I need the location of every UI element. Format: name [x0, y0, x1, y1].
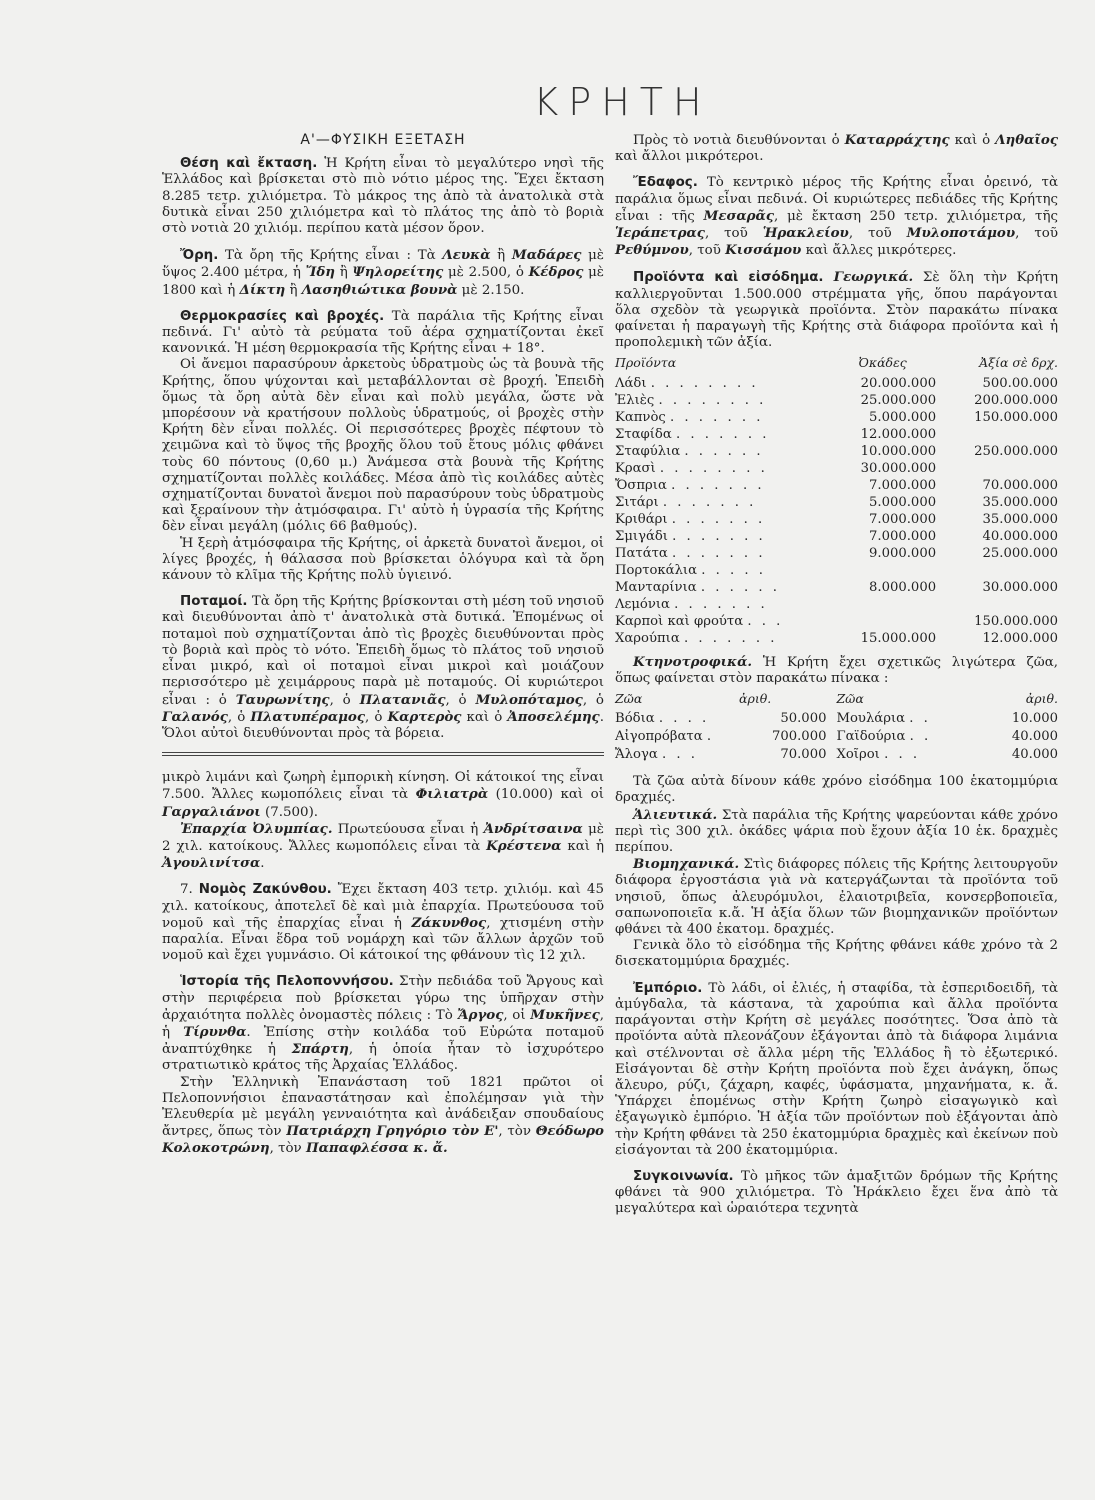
animal-name: Βόδια . . . .	[615, 711, 710, 727]
paragraph-alieutika	[615, 807, 1058, 857]
town-name: Κρέστενα	[486, 837, 562, 854]
product-axia	[956, 427, 1058, 444]
subheading-viomichanika: Βιομηχανικά.	[633, 856, 740, 873]
table-row	[615, 529, 1058, 546]
river-name: Ταυρωνίτης	[235, 691, 330, 708]
item-number: 7.	[180, 882, 193, 898]
product-name: Πορτοκάλια . . . . .	[615, 563, 766, 579]
product-axia: 12.000.000	[982, 631, 1058, 647]
product-okades: 7.000.000	[868, 512, 937, 528]
city-name: Ἄργος	[457, 1006, 504, 1023]
place-name: Ψηλορείτης	[352, 264, 444, 281]
town-name: Ἀγουλινίτσα	[162, 855, 261, 872]
product-name: Σιτάρι . . . . . . .	[615, 495, 757, 511]
product-axia: 35.000.000	[982, 495, 1058, 511]
product-axia: 200.000.000	[974, 393, 1058, 409]
text: (10.000) καὶ οἱ	[488, 787, 604, 803]
place-name: Μαδάρες	[511, 247, 582, 264]
paragraph-sygkoinonia	[615, 1169, 1058, 1218]
paragraph-thermokrasies	[162, 309, 604, 358]
product-axia: 500.00.000	[982, 376, 1058, 392]
text: Πρὸς τὸ νοτιὰ διευθύνονται ὁ	[633, 133, 845, 148]
paragraph-epanastasi	[162, 1075, 604, 1158]
table-row	[615, 393, 1058, 410]
town-name: Ἀνδρίτσαινα	[483, 820, 583, 837]
text: , ὁ	[445, 692, 476, 708]
text: Τὸ λάδι, οἱ ἐλιές, ἡ σταφίδα, τὰ ἐσπεριδοειδῆ, τὰ ἀμύγδαλα, τὰ κάστανα, τὰ χαρούπια καὶ ἄλλα προϊόντα παράγονται στὴν Κρήτη σὲ μεγάλες ποσότητες. Ὅσα ἀπὸ τὰ προϊόντα αὐτὰ πλεονάζουν ἐξάγονται ἀπὸ τὰ διάφορα λιμάνια καὶ στέλνονται σὲ ἄλλα μέρη τῆς Ἑλλάδος ἢ τὸ ἐξωτερικό. Εἰσάγονται δὲ στὴν Κρήτη προϊόντα ποὺ ἔχει ἀνάγκη, ὅπως ἄλευρο, ρύζι, ζάχαρη, καφές, ὑφάσματα, μηχανήματα, κ. ἄ. Ὑπάρχει ἑπομένως στὴν Κρήτη ζωηρὸ εἰσαγωγικὸ καὶ ἐξαγωγικὸ ἐμπόριο. Ἡ ἀξία τῶν προϊόντων ποὺ ἐξάγονται ἀπὸ τὴν Κρήτη φθάνει τὰ 250 ἑκατομμύρια δραχμὲς καὶ ἐκείνων ποὺ εἰσάγονται τὰ 200 ἑκατομμύρια.	[615, 980, 1058, 1158]
section-heading: Α'—ΦΥΣΙΚΗ ΕΞΕΤΑΣΗ	[300, 132, 466, 148]
text: , ὁ	[227, 709, 251, 725]
section-divider	[162, 752, 604, 756]
product-okades: 5.000.000	[868, 410, 937, 426]
heading-proionta: Προϊόντα καὶ εἰσόδημα.	[633, 270, 824, 286]
product-name: Σταφύλια . . . . . .	[615, 444, 764, 460]
table-row	[615, 512, 1058, 529]
text-thesi: Ἡ Κρήτη εἶναι τὸ μεγαλύτερο νησὶ τῆς Ἑλλάδος καὶ βρίσκεται στὸ πιὸ νότιο μέρος της. Ἔχει ἔκταση 8.285 τετρ. χιλιόμετρα. Τὸ μάκρος της ἀπὸ τὰ ἀνατολικὰ στὰ δυτικὰ εἶναι 250 χιλιόμετρα καὶ τὸ πλάτος της ἀπὸ τὸ βοριὰ στὸ νοτιὰ 20 χιλιόμ. περίπου κατὰ μέσον ὅρον.	[162, 156, 604, 237]
city-name: Μυκῆνες	[530, 1006, 600, 1023]
plain-name: Ρεθύμνου	[615, 242, 689, 259]
table-header-row	[615, 691, 1058, 710]
column-header: ἀριθ.	[1025, 691, 1058, 707]
plain-name: Μυλοποτάμου	[906, 225, 1016, 242]
text: , ἡ	[162, 1007, 604, 1040]
text: (7.500).	[260, 804, 319, 820]
text: καὶ ὁ	[949, 133, 996, 148]
column-header: Ζῶα	[615, 691, 643, 707]
paragraph-thesi	[162, 156, 604, 237]
table-row	[615, 710, 1058, 728]
person-name: Παπαφλέσσα κ. ἄ.	[305, 1140, 448, 1157]
text: καὶ ἡ	[561, 838, 604, 854]
text: , μὲ ἔκταση 250 τετρ. χιλιόμετρα, τῆς	[774, 208, 1058, 224]
subheading-georgika: Γεωργικά.	[823, 269, 914, 286]
place-name: Λευκὰ	[442, 247, 491, 264]
table-row	[615, 597, 1058, 614]
product-okades: 9.000.000	[868, 546, 937, 562]
paragraph-olympia	[162, 821, 604, 873]
paragraph-viomichanika	[615, 856, 1058, 938]
table-row	[615, 495, 1058, 512]
product-axia: 70.000.000	[982, 478, 1058, 494]
product-name: Λάδι . . . . . . . .	[615, 376, 759, 392]
text: Ἔχει ἔκταση 403 τετρ. χιλιόμ. καὶ 45 χιλ. κατοίκους, ἀποτελεῖ δὲ καὶ μιὰ ἐπαρχία. Πρωτεύουσα τοῦ νομοῦ καὶ τῆς ἐπαρχίας εἶναι ἡ	[162, 882, 604, 931]
product-axia: 40.000.000	[982, 529, 1058, 545]
table-header-row	[615, 355, 1058, 375]
text: Τὰ ὄρη τῆς Κρήτης βρίσκονται στὴ μέση τοῦ νησιοῦ καὶ διευθύνονται ἀπὸ τ' ἀνατολικὰ στὰ δυτικά. Ἐπομένως οἱ ποταμοὶ ποὺ σχηματίζονται ἀπὸ τὶς βροχὲς διευθύνονται πρὸς τὸ βοριὰ καὶ πρὸς τὸ νότο. Ἐπειδὴ ὅμως τὸ πλάτος τοῦ νησιοῦ εἶναι μικρό, καὶ οἱ ποταμοὶ εἶναι μικροὶ καὶ μοιάζουν περισσότερο μὲ χειμάρρους παρὰ μὲ ποταμούς. Οἱ κυριώτεροι εἶναι : ὁ	[162, 594, 604, 708]
product-okades	[859, 563, 956, 580]
text: , ἡ ὁποία ἦταν τὸ ἰσχυρότερο στρατιωτικὸ κράτος τῆς Ἀρχαίας Ἑλλάδος.	[162, 1042, 604, 1074]
table-row	[615, 444, 1058, 461]
product-name: Καπνὸς . . . . . . .	[615, 410, 764, 426]
person-name: Θεόδωρο Κολοκοτρώνη	[162, 1123, 604, 1157]
text: , χτισμένη στὴν παραλία. Εἶναι ἕδρα τοῦ νομάρχη καὶ τῶν ἄλλων ἀρχῶν τοῦ νομοῦ καὶ ἔχει γυμνάσιο. Οἱ κάτοικοί της φθάνουν τὶς 12 χιλ.	[162, 915, 604, 964]
text: Πρωτεύουσα εἶναι ἡ	[332, 821, 484, 837]
text: , ὁ	[582, 692, 604, 708]
product-axia: 150.000.000	[974, 410, 1058, 426]
paragraph-emporio	[615, 981, 1058, 1159]
column-header: ἀριθ.	[739, 691, 772, 707]
column-header: Ζῶα	[836, 691, 864, 707]
text: , τοῦ	[848, 226, 907, 242]
product-axia: 150.000.000	[974, 614, 1058, 630]
heading-potamoi: Ποταμοί.	[180, 594, 248, 610]
animal-name: Χοῖροι . . .	[836, 747, 921, 763]
text: , ὁ	[365, 709, 388, 725]
product-okades: 5.000.000	[868, 495, 937, 511]
table-row	[615, 580, 1058, 597]
text: μικρὸ λιμάνι καὶ ζωηρὴ ἐμπορικὴ κίνηση. Οἱ κάτοικοί της εἶναι 7.500. Ἄλλες κωμοπόλεις εἶναι τὰ	[162, 770, 604, 803]
subheading-alieutika: Ἁλιευτικά.	[633, 806, 718, 823]
text: Στὴν πεδιάδα τοῦ Ἄργους καὶ στὴν περιφέρεια ποὺ βρίσκεται γύρω της ὑπῆρχαν στὴν ἀρχαιότητα πολλὲς ὀνομαστὲς πόλεις : Τὸ	[162, 974, 604, 1023]
animal-count: 40.000	[1011, 747, 1058, 763]
table-row	[615, 614, 1058, 631]
river-name: Γαλανός	[162, 708, 228, 725]
river-name: Πλατανιᾶς	[359, 691, 446, 708]
text: , οἱ	[503, 1007, 531, 1023]
table-row	[615, 427, 1058, 444]
paragraph-atmosfaira: Ἡ ξερὴ ἀτμόσφαιρα τῆς Κρήτης, οἱ ἀρκετὰ δυνατοὶ ἄνεμοι, οἱ λίγες βροχές, ἡ θάλασσα ποὺ βρίσκεται ὁλόγυρα καὶ τὰ ὄρη κάνουν τὸ κλῖμα τῆς Κρήτης πολὺ ὑγιεινό.	[162, 535, 604, 584]
text: μὲ 1800 καὶ ἡ	[162, 265, 604, 298]
products-table-body	[615, 376, 1058, 648]
product-name: Κρασὶ . . . . . . . .	[615, 461, 768, 477]
table-row	[615, 563, 1058, 580]
product-axia: 25.000.000	[982, 546, 1058, 562]
product-okades: 8.000.000	[868, 580, 937, 596]
page-title: ΚΡΗΤΗ	[533, 80, 712, 124]
text: . Ὅλοι αὐτοὶ διευθύνονται πρὸς τὰ βόρεια.	[162, 709, 604, 741]
product-axia	[956, 563, 1058, 580]
river-name: Ληθαῖος	[995, 132, 1058, 148]
product-okades: 20.000.000	[860, 376, 937, 392]
subheading-ktinotrofika: Κτηνοτροφικά.	[633, 653, 753, 670]
paragraph-zakynthos	[162, 882, 604, 964]
text: ἢ	[285, 282, 302, 298]
town-name: Ζάκυνθος	[411, 914, 487, 931]
table-row	[615, 728, 1058, 746]
text: , τὸν	[269, 1141, 306, 1157]
product-okades: 7.000.000	[868, 478, 937, 494]
town-name: Γαργαλιάνοι	[162, 803, 261, 820]
text: , ὁ	[329, 692, 360, 708]
product-okades	[859, 614, 956, 631]
plain-name: Κισσάμου	[725, 242, 802, 259]
heading-edafos: Ἔδαφος.	[633, 175, 698, 191]
text: Ἡ Κρήτη ἔχει σχετικῶς λιγώτερα ζῶα, ὅπως φαίνεται στὸν παρακάτω πίνακα :	[615, 654, 1058, 686]
product-okades: 7.000.000	[868, 529, 937, 545]
product-name: Σμιγάδι . . . . . . .	[615, 529, 766, 545]
paragraph-istoria	[162, 974, 604, 1074]
product-okades	[859, 597, 956, 614]
text: μὲ 2.150.	[457, 282, 525, 298]
product-name: Μανταρίνια . . . . . .	[615, 580, 780, 596]
animals-table	[615, 691, 1058, 764]
text: , τοῦ	[1015, 226, 1058, 242]
city-name: Τίρυνθα	[183, 1023, 247, 1040]
river-name: Πλατυπέραμος	[250, 708, 366, 725]
paragraph-proionta	[615, 269, 1058, 351]
paragraph-geniko: Γενικὰ ὅλο τὸ εἰσόδημα τῆς Κρήτης φθάνει κάθε χρόνο τὰ 2 δισεκατομμύρια δραχμές.	[615, 938, 1058, 970]
river-name: Ἀποσελέμης	[507, 708, 600, 725]
text: .	[260, 856, 265, 872]
paragraph-zoa-income: Τὰ ζῶα αὐτὰ δίνουν κάθε χρόνο εἰσόδημα 100 ἑκατομμύρια δραχμές.	[615, 774, 1058, 806]
product-name: Καρποὶ καὶ φρούτα . . .	[615, 614, 784, 630]
table-row	[615, 461, 1058, 478]
person-name: Πατριάρχη Γρηγόριο τὸν Ε'	[286, 1123, 499, 1140]
plain-name: Ἡρακλείου	[762, 225, 849, 242]
heading-sygkoinonia: Συγκοινωνία.	[633, 1168, 734, 1184]
river-name: Καρτερὸς	[387, 708, 462, 725]
animal-count: 40.000	[1011, 729, 1058, 745]
text: καὶ ὁ	[461, 709, 508, 725]
animal-name: Ἄλογα . . .	[615, 747, 698, 763]
paragraph-edafos	[615, 175, 1058, 259]
right-column	[615, 132, 1058, 1228]
text: Στὴν Ἑλληνικὴ Ἐπανάσταση τοῦ 1821 πρῶτοι οἱ Πελοποννήσιοι ἐπαναστάτησαν καὶ ἐπολέμησαν γιὰ τὴν Ἐλευθερία μὲ μεγάλη γενναιότητα καὶ ἀνάδειξαν σπουδαίους ἄντρες, ὅπως τὸν	[162, 1074, 604, 1140]
paragraph-potamoi	[162, 594, 604, 742]
text: μὲ 2.500, ὁ	[443, 265, 529, 281]
text: Στὰ παράλια τῆς Κρήτης ψαρεύονται κάθε χρόνο περὶ τὶς 300 χιλ. ὀκάδες ψάρια ποὺ ἔχουν ἀξία 10 ἑκ. δραχμὲς περίπου.	[615, 807, 1058, 856]
heading-zakynthos: Νομὸς Ζακύνθου.	[198, 882, 332, 898]
text: καὶ ἄλλες μικρότερες.	[801, 243, 957, 259]
table-row	[615, 478, 1058, 495]
animal-count: 700.000	[771, 729, 827, 745]
product-axia: 30.000.000	[982, 580, 1058, 596]
text: Σὲ ὅλη τὴν Κρήτη καλλιεργοῦνται 1.500.000 στρέμματα γῆς, ὅπου παράγονται ὅλα σχεδὸν τὰ γεωργικὰ προϊόντα. Στὸν παρακάτω πίνακα φαίνεται ἡ παραγωγὴ τῆς Κρήτης στὰ διάφορα προϊόντα καὶ ἡ προπολεμικὴ τῶν ἀξία.	[615, 270, 1058, 351]
text: . Ἐπίσης στὴν κοιλάδα τοῦ Εὐρώτα ποταμοῦ ἀναπτύχθηκε ἡ	[162, 1024, 605, 1058]
city-name: Σπάρτη	[291, 1041, 349, 1058]
product-axia	[956, 461, 1058, 478]
animal-count: 10.000	[1011, 711, 1058, 727]
paragraph-ori	[162, 247, 604, 299]
column-header: Ἀξία σὲ δρχ.	[979, 355, 1058, 371]
product-name: Χαρούπια . . . . . . .	[615, 631, 778, 647]
text: Στὶς διάφορες πόλεις τῆς Κρήτης λειτουργοῦν διάφορα ἐργοστάσια γιὰ νὰ κατεργάζωνται τὰ προϊόντα τοῦ νησιοῦ, ὅπως ἀλευρόμυλοι, ἐλαιοτριβεῖα, κονσερβοποιεῖα, σαπωνοποιεῖα κ.ἄ. Ἡ ἀξία ὅλων τῶν βιομηχανικῶν προϊόντων φθάνει τὰ 400 ἑκατομ. δραχμές.	[615, 857, 1058, 938]
animal-name: Μουλάρια . .	[836, 711, 931, 727]
left-column	[162, 132, 604, 1168]
plain-name: Ἱεράπετρας	[615, 225, 705, 242]
product-okades: 10.000.000	[860, 444, 937, 460]
products-table	[615, 355, 1058, 647]
product-name: Λεμόνια . . . . . . .	[615, 597, 768, 613]
text: Τὸ κεντρικὸ μέρος τῆς Κρήτης εἶναι ὀρεινό, τὰ παράλια ὅμως εἶναι πεδινά. Οἱ κυριώτερες πεδιάδες τῆς Κρήτης εἶναι : τῆς	[615, 175, 1058, 224]
animal-count: 50.000	[780, 711, 827, 727]
text: Τὰ παράλια τῆς Κρήτης εἶναι πεδινά. Γι' αὐτὸ τὰ ρεύματα τοῦ ἀέρα σχηματίζονται ἐκεῖ κανονικά. Ἡ μέση θερμοκρασία τῆς Κρήτης εἶναι + 18°.	[162, 308, 604, 357]
text: Τὸ μῆκος τῶν ἁμαξιτῶν δρόμων τῆς Κρήτης φθάνει τὰ 900 χιλιόμετρα. Τὸ Ἡράκλειο ἔχει ἕνα ἀπὸ τὰ μεγαλύτερα καὶ ὡραιότερα τεχνητὰ	[615, 1168, 1058, 1217]
product-axia: 35.000.000	[982, 512, 1058, 528]
table-row	[615, 631, 1058, 648]
product-axia: 250.000.000	[974, 444, 1058, 460]
plain-name: Μεσαρᾶς	[703, 207, 775, 224]
town-name: Φιλιατρὰ	[415, 786, 489, 803]
place-name: Ἴδη	[305, 264, 336, 281]
product-name: Πατάτα . . . . . . .	[615, 546, 766, 562]
place-name: Κέδρος	[528, 264, 584, 281]
product-okades: 30.000.000	[860, 461, 937, 477]
text: Τὰ ὄρη τῆς Κρήτης εἶναι : Τὰ	[218, 248, 443, 264]
text: καὶ ἄλλοι μικρότεροι.	[615, 149, 764, 165]
heading-ori: Ὄρη.	[180, 248, 219, 264]
text: ἢ	[335, 265, 353, 281]
heading-emporio: Ἐμπόριο.	[633, 980, 703, 996]
product-okades: 15.000.000	[860, 631, 937, 647]
text: , τοῦ	[704, 226, 763, 242]
text: , τὸν	[498, 1124, 536, 1140]
text: μὲ ὕψος 2.400 μέτρα, ἡ	[162, 248, 604, 281]
text: , τοῦ	[688, 243, 726, 259]
column-header: Ὀκάδες	[858, 355, 907, 371]
text: ἢ	[490, 248, 512, 264]
column-header: Προϊόντα	[615, 355, 677, 371]
heading-istoria: Ἱστορία τῆς Πελοποννήσου.	[180, 974, 394, 990]
product-name: Ἐλιὲς . . . . . . . .	[615, 393, 767, 409]
paragraph-potamoi-cont	[615, 132, 1058, 165]
paragraph-ktinotrofika	[615, 654, 1058, 687]
place-name: Λασηθιώτικα βουνὰ	[301, 281, 458, 298]
table-row	[615, 746, 1058, 764]
table-row	[615, 376, 1058, 393]
animal-count: 70.000	[780, 747, 827, 763]
table-row	[615, 410, 1058, 427]
product-name: Σταφίδα . . . . . . .	[615, 427, 770, 443]
animals-table-body	[615, 710, 1058, 764]
product-okades: 25.000.000	[860, 393, 937, 409]
product-axia	[956, 597, 1058, 614]
heading-thermokrasies: Θερμοκρασίες καὶ βροχές.	[180, 308, 385, 324]
product-name: Ὄσπρια . . . . . . .	[615, 478, 765, 494]
animal-name: Αἰγοπρόβατα .	[615, 729, 715, 745]
paragraph-limani	[162, 770, 604, 821]
heading-olympia: Ἐπαρχία Ὀλυμπίας.	[180, 820, 333, 837]
paragraph-anemoi: Οἱ ἄνεμοι παρασύρουν ἀρκετοὺς ὑδρατμοὺς ὡς τὰ βουνὰ τῆς Κρήτης, ὅπου ψύχονται καὶ μεταβάλλονται σὲ βροχή. Ἐπειδὴ ὅμως τὰ ὄρη αὐτὰ δὲν εἶναι καὶ πολὺ μεγάλα, ὥστε νὰ μπορέσουν νὰ κρατήσουν πολλοὺς ὑδρατμούς, οἱ βροχὲς στὴν Κρήτη δὲν εἶναι πολλές. Οἱ περισσότερες βροχὲς πέφτουν τὸ χειμῶνα καὶ τὸ ὕψος τῆς βροχῆς ὅλου τοῦ ἔτους μόλις φθάνει τοὺς 60 πόντους (0,60 μ.) Ἀνάμεσα στὰ βουνὰ τῆς Κρήτης σχηματίζονται πολλὲς κοιλάδες. Μέσα ἀπὸ τὶς κοιλάδες αὐτὲς σχηματίζονται δυνατοὶ ἄνεμοι ποὺ παρασύρουν τοὺς ὑδρατμοὺς καὶ ξεραίνουν τὴν ἀτμόσφαιρα. Γι' αὐτὸ ἡ ὑγρασία τῆς Κρήτης δὲν εἶναι μεγάλη (μόλις 66 βαθμούς).	[162, 357, 604, 535]
table-row	[615, 546, 1058, 563]
place-name: Δίκτη	[239, 281, 286, 298]
text: μὲ 2 χιλ. κατοίκους. Ἄλλες κωμοπόλεις εἶναι τὰ	[162, 821, 604, 854]
product-okades: 12.000.000	[860, 427, 937, 443]
river-name: Καταρράχτης	[844, 132, 950, 148]
animal-name: Γαϊδούρια . .	[836, 729, 932, 745]
product-name: Κριθάρι . . . . . . .	[615, 512, 766, 528]
river-name: Μυλοπόταμος	[475, 691, 583, 708]
heading-thesi: Θέση καὶ ἔκταση.	[180, 156, 318, 172]
